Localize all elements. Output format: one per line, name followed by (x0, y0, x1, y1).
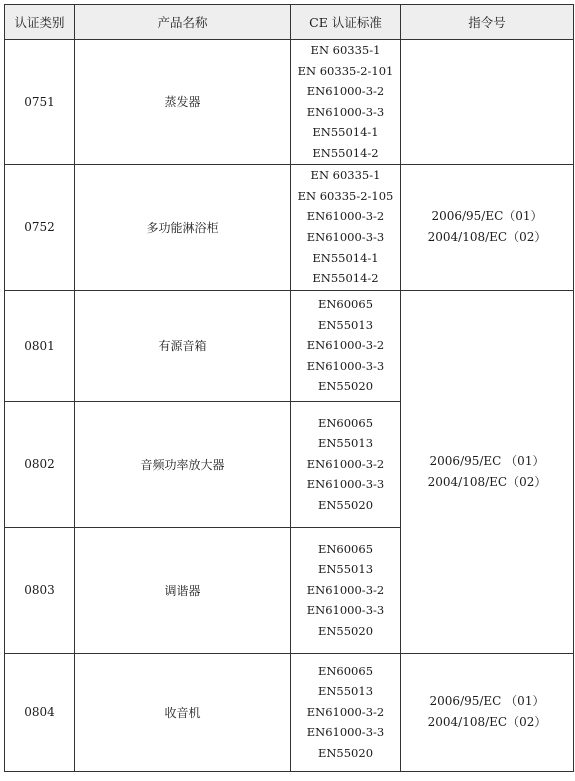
standard-item: EN 60335-1 (310, 168, 381, 183)
standard-item: EN61000-3-3 (306, 230, 385, 245)
standard-item: EN55013 (317, 684, 374, 699)
standard-item: EN61000-3-3 (306, 725, 385, 740)
category-cell: 0801 (5, 290, 75, 401)
standard-item: EN61000-3-2 (306, 338, 385, 353)
standard-item: EN61000-3-2 (306, 456, 385, 471)
standard-item: EN61000-3-2 (306, 84, 385, 99)
standards-cell (291, 290, 401, 401)
standard-item: EN61000-3-3 (306, 358, 385, 373)
category-cell: 0752 (5, 164, 75, 290)
product-name-cell: 调谐器 (75, 527, 291, 653)
standard-item: EN55014-1 (312, 125, 379, 140)
standards-cell (291, 40, 401, 165)
category-cell: 0803 (5, 527, 75, 653)
standard-item: EN55014-2 (312, 145, 379, 160)
standard-item: EN 60335-1 (310, 43, 381, 57)
product-name-cell: 多功能淋浴柜 (75, 164, 291, 290)
standard-item: EN61000-3-3 (306, 603, 385, 618)
directive-cell-empty (401, 40, 574, 165)
directive-text: 2006/95/EC （01）2004/108/EC（02） (427, 453, 547, 489)
standard-item: EN60065 (317, 297, 374, 312)
directive-cell (401, 653, 574, 771)
category-cell: 0802 (5, 401, 75, 527)
table-row (5, 40, 574, 165)
table-row (5, 164, 574, 290)
standard-item: EN55013 (317, 436, 374, 451)
directive-item: 2006/95/EC（01） (431, 209, 543, 224)
standard-item: EN55014-1 (312, 250, 379, 265)
standard-item: EN60065 (317, 415, 374, 430)
standard-item: EN60065 (317, 663, 374, 678)
standards-cell (291, 527, 401, 653)
standards-cell (291, 653, 401, 771)
category-cell: 0804 (5, 653, 75, 771)
product-name-cell: 有源音箱 (75, 290, 291, 401)
header-category: 认证类别 (5, 5, 75, 40)
standard-item: EN61000-3-2 (306, 209, 385, 224)
table-row (5, 653, 574, 771)
standard-item: EN61000-3-3 (306, 104, 385, 119)
standard-item: EN55020 (317, 497, 374, 512)
product-name-cell: 音频功率放大器 (75, 401, 291, 527)
directive-cell-merged (401, 290, 574, 653)
standard-item: EN55014-2 (312, 271, 379, 286)
directive-text: 2006/95/EC （01）2004/108/EC（02） (427, 694, 547, 730)
table-header-row (5, 5, 574, 40)
header-directive: 指令号 (401, 5, 574, 40)
standard-item: EN55013 (317, 562, 374, 577)
directive-item: 2004/108/EC（02） (427, 230, 547, 245)
standard-item: EN55020 (317, 623, 374, 638)
table-row (5, 290, 574, 401)
standards-cell (291, 401, 401, 527)
standard-item: EN61000-3-3 (306, 477, 385, 492)
standard-item: EN60065 (317, 541, 374, 556)
category-cell: 0751 (5, 40, 75, 165)
standard-item: EN55013 (317, 317, 374, 332)
standard-item: EN 60335-2-101 (297, 63, 394, 78)
standard-item: EN55020 (317, 379, 374, 394)
standard-item: EN61000-3-2 (306, 582, 385, 597)
ce-certification-table (4, 4, 574, 772)
standard-item: EN55020 (317, 745, 374, 760)
product-name-cell: 收音机 (75, 653, 291, 771)
standard-item: EN61000-3-2 (306, 704, 385, 719)
header-product-name: 产品名称 (75, 5, 291, 40)
standard-item: EN 60335-2-105 (297, 188, 394, 203)
header-ce-standard: CE 认证标准 (291, 5, 401, 40)
standards-cell (291, 164, 401, 290)
product-name-cell: 蒸发器 (75, 40, 291, 165)
directive-cell (401, 164, 574, 290)
